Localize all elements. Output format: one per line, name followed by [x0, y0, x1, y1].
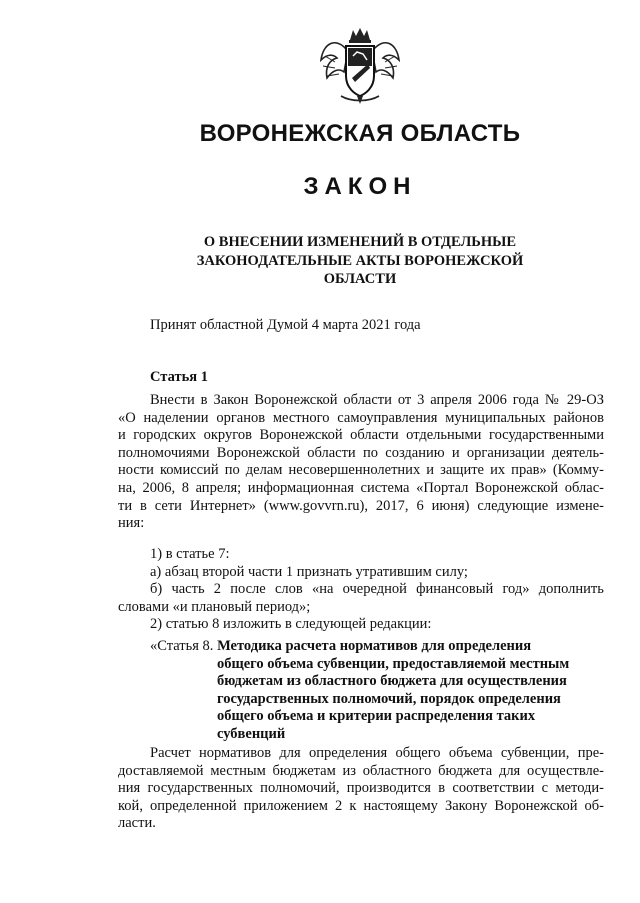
word: 2 — [213, 581, 222, 598]
text-line: на, 2006, 8 апреля; информационная система «Портал Воронежской облас- — [118, 479, 604, 496]
article-8-title-line: общего объема и критерии распределения таких — [217, 708, 536, 725]
law-title-line: ЗАКОНОДАТЕЛЬНЫЕ АКТЫ ВОРОНЕЖСКОЙ — [196, 252, 524, 269]
word: год» — [502, 581, 530, 598]
article-8-label: «Статья 8. — [150, 638, 214, 654]
article-1-heading: Статья 1 — [150, 369, 208, 385]
text-line: ти в сети Интернет» (www.govvrn.ru), 2017, 6 июня) следующие измене- — [118, 497, 604, 514]
law-title — [0, 233, 640, 289]
law-title-line: О ВНЕСЕНИИ ИЗМЕНЕНИЙ В ОТДЕЛЬНЫЕ — [203, 234, 517, 250]
text-line: ния государственных полномочий, производится в соответствии с методи- — [118, 780, 604, 797]
article-8-body — [118, 745, 604, 833]
word: часть — [171, 581, 205, 598]
coat-of-arms-icon — [317, 26, 403, 106]
article-8-heading — [150, 638, 610, 744]
text-line: доставляемой местным бюджетам из областного бюджета для осуществле- — [118, 762, 604, 779]
article-8-title-line: субвенций — [217, 725, 286, 742]
text-line: и городских округов Воронежской области отдельными государственными — [118, 427, 604, 444]
word: финансовый — [416, 581, 494, 598]
list-item — [118, 581, 604, 599]
article-8-title-line: государственных полномочий, порядок определения — [217, 690, 561, 707]
text-line: Внести в Закон Воронежской области от 3 апреля 2006 года № 29-ОЗ — [150, 392, 604, 408]
adoption-date: Принят областной Думой 4 марта 2021 года — [150, 317, 421, 333]
article-8-title-line: Методика расчета нормативов для определения — [217, 638, 532, 654]
word: дополнить — [538, 581, 604, 598]
region-heading: ВОРОНЕЖСКАЯ ОБЛАСТЬ — [199, 120, 521, 147]
word: б) — [150, 581, 163, 598]
text-line: кой, определенной приложением 2 к настоящему Закону Воронежской об- — [118, 797, 604, 814]
list-item: 1) в статье 7: — [150, 546, 230, 562]
list-item: словами «и плановый период»; — [118, 598, 311, 615]
article-8-title-line: общего объема субвенции, предоставляемой местным — [217, 655, 570, 672]
word: «на — [311, 581, 334, 598]
word: слов — [274, 581, 303, 598]
word: после — [230, 581, 266, 598]
text-line: ласти. — [118, 815, 156, 832]
text-line: Расчет нормативов для определения общего объема субвенции, пре- — [150, 745, 604, 761]
text-line: ности комиссий по делам несовершеннолетних и защите их прав» (Комму- — [118, 462, 604, 479]
article-1-intro — [118, 392, 604, 533]
text-line: ния: — [118, 515, 145, 532]
amendment-list — [118, 546, 604, 634]
document-type: ЗАКОН — [303, 173, 417, 200]
text-line: полномочиями Воронежской области по созданию и организации деятель- — [118, 444, 604, 461]
list-item: а) абзац второй части 1 признать утратившим силу; — [150, 563, 468, 580]
word: очередной — [342, 581, 407, 598]
article-8-title-line: бюджетам из областного бюджета для осуществления — [217, 673, 567, 690]
list-item: 2) статью 8 изложить в следующей редакции: — [150, 616, 432, 633]
text-line: «О наделении органов местного самоуправления муниципальных районов — [118, 409, 604, 426]
law-title-line: ОБЛАСТИ — [323, 271, 397, 287]
